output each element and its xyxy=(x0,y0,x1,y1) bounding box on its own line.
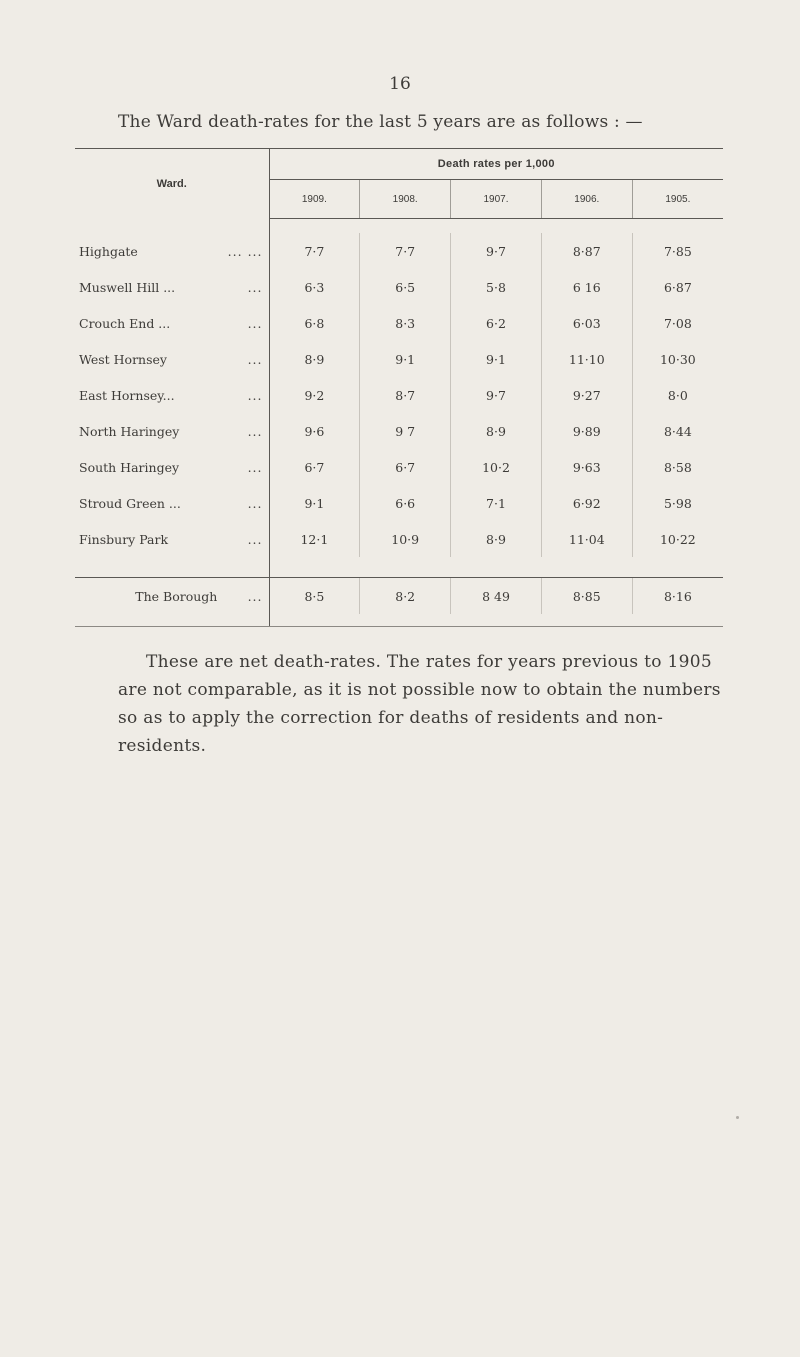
ward-name-cell xyxy=(75,377,269,413)
rate-cell: 9·27 xyxy=(541,377,632,413)
rate-cell: 10·30 xyxy=(632,341,723,377)
rate-cell: 6·7 xyxy=(360,449,451,485)
rate-cell: 6·8 xyxy=(304,315,325,331)
table-row xyxy=(75,305,723,341)
table-row xyxy=(75,413,723,449)
leader-dots: ... xyxy=(247,531,263,547)
leader-dots: ... xyxy=(247,351,263,367)
year-header: 1908. xyxy=(360,180,451,219)
ward-name: South Haringey xyxy=(79,459,180,475)
death-rates-group-header: Death rates per 1,000 xyxy=(269,149,723,180)
rate-cell: 6·5 xyxy=(360,269,451,305)
rate-cell: 8·16 xyxy=(632,578,723,615)
ward-name: Highgate xyxy=(79,243,138,259)
ward-name-cell xyxy=(75,485,269,521)
leader-dots: ... xyxy=(247,315,263,331)
year-header: 1909. xyxy=(269,180,360,219)
rate-cell: 9·1 xyxy=(304,495,325,511)
leader-dots: ... xyxy=(247,279,263,295)
rate-cell: 9·89 xyxy=(541,413,632,449)
rate-cell: 7·7 xyxy=(304,243,325,259)
table-row xyxy=(75,377,723,413)
leader-dots: ... xyxy=(247,423,263,439)
rate-cell: 9·7 xyxy=(451,233,542,269)
rate-cell: 6·3 xyxy=(304,279,325,295)
rate-cell: 8·58 xyxy=(632,449,723,485)
ward-name: Stroud Green ... xyxy=(79,495,181,511)
table-row xyxy=(75,341,723,377)
rate-cell: 8·9 xyxy=(451,413,542,449)
rate-cell: 6·7 xyxy=(304,459,325,475)
table-row xyxy=(75,521,723,557)
ward-name-cell xyxy=(75,413,269,449)
ward-name: Muswell Hill ... xyxy=(79,279,176,295)
rate-cell: 9·7 xyxy=(451,377,542,413)
rate-cell: 9 7 xyxy=(360,413,451,449)
borough-total-row xyxy=(75,578,723,615)
year-header: 1907. xyxy=(451,180,542,219)
rate-cell: 7·85 xyxy=(632,233,723,269)
year-header: 1906. xyxy=(541,180,632,219)
rate-cell: 8·7 xyxy=(360,377,451,413)
page-number: 16 xyxy=(389,74,411,94)
rate-cell: 8·44 xyxy=(632,413,723,449)
rate-cell: 6·03 xyxy=(541,305,632,341)
paper-speck xyxy=(736,1116,739,1119)
ward-name-cell xyxy=(75,521,269,557)
ward-name-cell xyxy=(75,341,269,377)
ward-column-header: Ward. xyxy=(75,149,269,219)
footnote-text: These are net death-rates. The rates for years previous to 1905 are not comparable, as it is not possible now to obtain the numbers so as to apply the correction for deaths of residents and non-residents. xyxy=(118,652,721,756)
rate-cell: 9·1 xyxy=(360,341,451,377)
leader-dots: ... xyxy=(247,459,263,475)
rate-cell: 6·92 xyxy=(541,485,632,521)
footnote-paragraph xyxy=(118,648,730,760)
rate-cell: 7·7 xyxy=(360,233,451,269)
ward-name-cell xyxy=(75,305,269,341)
year-header: 1905. xyxy=(632,180,723,219)
rate-cell: 6·2 xyxy=(451,305,542,341)
leader-dots: ... xyxy=(247,588,263,604)
rate-cell: 10·22 xyxy=(632,521,723,557)
rate-cell: 6·87 xyxy=(632,269,723,305)
ward-name: Crouch End ... xyxy=(79,315,171,331)
rate-cell: 8·87 xyxy=(541,233,632,269)
rate-cell: 8·0 xyxy=(632,377,723,413)
ward-name: West Hornsey xyxy=(79,351,167,367)
ward-name: North Haringey xyxy=(79,423,180,439)
ward-name: The Borough xyxy=(135,588,218,604)
rate-cell: 11·10 xyxy=(541,341,632,377)
intro-text: The Ward death-rates for the last 5 years are as follows : — xyxy=(118,112,643,132)
rate-cell: 9·6 xyxy=(304,423,325,439)
table-row xyxy=(75,233,723,269)
rate-cell: 10·2 xyxy=(451,449,542,485)
ward-name-cell xyxy=(75,233,269,269)
leader-dots: ... xyxy=(247,495,263,511)
ward-name-cell xyxy=(75,269,269,305)
rate-cell: 5·98 xyxy=(632,485,723,521)
rate-cell: 12·1 xyxy=(300,531,329,547)
rate-cell: 9·2 xyxy=(304,387,325,403)
rate-cell: 7·08 xyxy=(632,305,723,341)
rate-cell: 5·8 xyxy=(451,269,542,305)
rate-cell: 8·5 xyxy=(269,578,360,615)
leader-dots: ... xyxy=(247,387,263,403)
rate-cell: 8·9 xyxy=(304,351,325,367)
ward-name-cell xyxy=(75,449,269,485)
ward-name-cell xyxy=(75,578,269,615)
ward-name: East Hornsey... xyxy=(79,387,175,403)
rate-cell: 9·63 xyxy=(541,449,632,485)
rate-cell: 8 49 xyxy=(451,578,542,615)
table-row xyxy=(75,485,723,521)
leader-dots: ... ... xyxy=(227,243,263,259)
ward-name: Finsbury Park xyxy=(79,531,169,547)
rate-cell: 9·1 xyxy=(451,341,542,377)
death-rates-table xyxy=(75,148,723,627)
rate-cell: 7·1 xyxy=(451,485,542,521)
rate-cell: 8·3 xyxy=(360,305,451,341)
rate-cell: 8·85 xyxy=(541,578,632,615)
rate-cell: 10·9 xyxy=(360,521,451,557)
rate-cell: 6 16 xyxy=(541,269,632,305)
rate-cell: 6·6 xyxy=(360,485,451,521)
table-row xyxy=(75,269,723,305)
table-row xyxy=(75,449,723,485)
rate-cell: 8·2 xyxy=(360,578,451,615)
rate-cell: 8·9 xyxy=(451,521,542,557)
rate-cell: 11·04 xyxy=(541,521,632,557)
